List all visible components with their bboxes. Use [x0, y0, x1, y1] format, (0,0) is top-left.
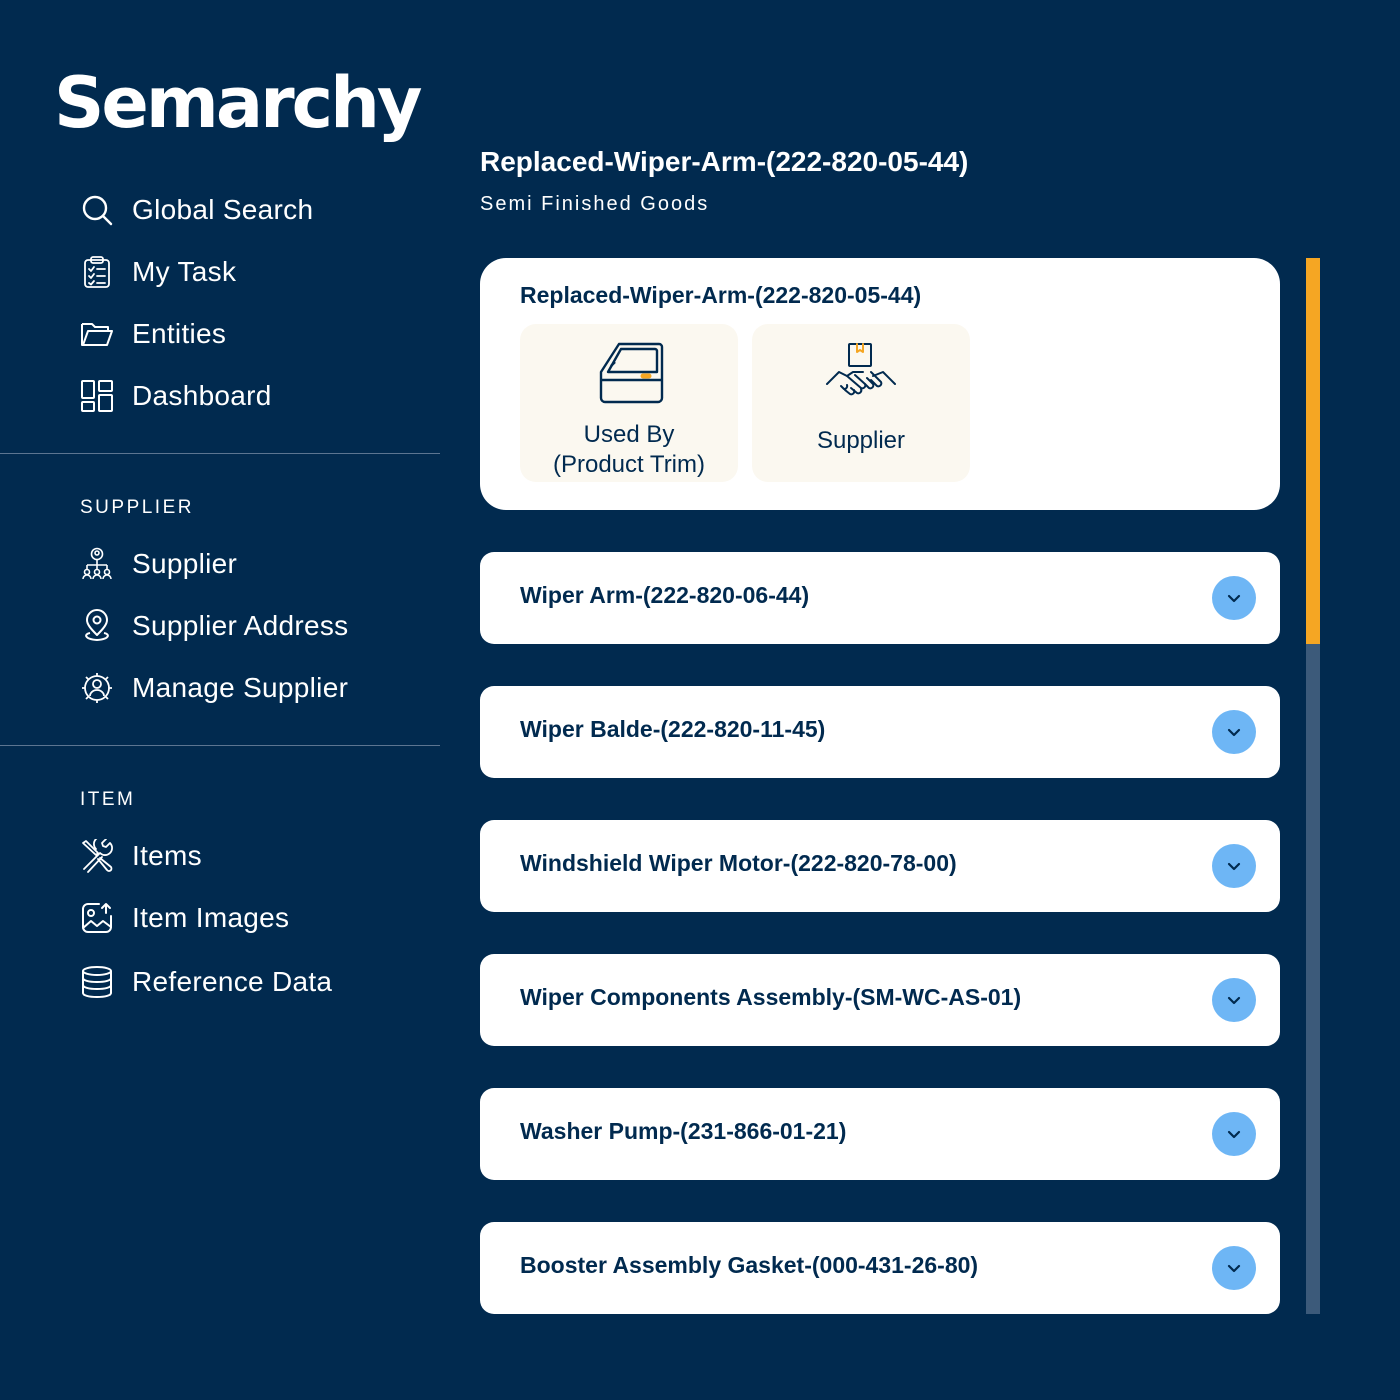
item-nav: [80, 825, 420, 1013]
handshake-box-icon: [821, 332, 901, 412]
nav-item-dashboard[interactable]: [80, 365, 420, 427]
used-by-product-trim-tile[interactable]: [520, 324, 738, 482]
supplier-nav: [80, 533, 420, 719]
section-title-item: ITEM: [80, 789, 136, 810]
nav-item-supplier[interactable]: [80, 533, 420, 595]
nav-label: Supplier Address: [132, 610, 349, 641]
nav-label: Dashboard: [132, 380, 272, 411]
semarchy-logo: Semarchy: [54, 62, 420, 144]
page-title: Replaced-Wiper-Arm-(222-820-05-44): [480, 146, 969, 177]
row-label: Booster Assembly Gasket-(000-431-26-80): [520, 1252, 979, 1278]
nav-label: My Task: [132, 256, 237, 287]
nav-item-global-search[interactable]: [80, 179, 420, 241]
search-icon: [80, 193, 114, 227]
nav-label: Global Search: [132, 194, 314, 225]
user-gear-icon: [80, 671, 114, 705]
section-title-supplier: SUPPLIER: [80, 497, 194, 518]
tile-label: Supplier: [816, 427, 906, 454]
location-pin-icon: [80, 609, 114, 643]
nav-label: Manage Supplier: [132, 672, 349, 703]
chevron-down-icon[interactable]: [1212, 710, 1256, 754]
nav-label: Reference Data: [132, 966, 333, 997]
nav-label: Items: [132, 840, 202, 871]
related-item-row[interactable]: [480, 552, 1280, 644]
org-chart-icon: [80, 547, 114, 581]
primary-nav: [80, 179, 420, 427]
related-item-row[interactable]: [480, 1088, 1280, 1180]
car-door-icon: [589, 332, 669, 412]
nav-label: Item Images: [132, 902, 290, 933]
nav-item-manage-supplier[interactable]: [80, 657, 420, 719]
nav-item-items[interactable]: [80, 825, 420, 887]
nav-item-reference-data[interactable]: [80, 951, 420, 1013]
tile-label-line1: Used By: [583, 421, 675, 448]
chevron-down-icon[interactable]: [1212, 576, 1256, 620]
nav-label: Supplier: [132, 548, 238, 579]
dashboard-icon: [80, 379, 114, 413]
chevron-down-icon[interactable]: [1212, 1112, 1256, 1156]
sidebar-divider: [0, 745, 440, 746]
related-item-row[interactable]: [480, 686, 1280, 778]
sidebar-divider: [0, 453, 440, 454]
clipboard-icon: [80, 255, 114, 289]
nav-item-my-task[interactable]: [80, 241, 420, 303]
related-item-row[interactable]: [480, 820, 1280, 912]
detail-card: [480, 258, 1280, 510]
chevron-down-icon[interactable]: [1212, 1246, 1256, 1290]
nav-item-entities[interactable]: [80, 303, 420, 365]
nav-label: Entities: [132, 318, 227, 349]
folder-icon: [80, 317, 114, 351]
scrollbar-thumb[interactable]: [1306, 258, 1320, 644]
tile-label-line2: (Product Trim): [552, 451, 705, 478]
nav-item-item-images[interactable]: [80, 887, 420, 949]
related-item-row[interactable]: [480, 1222, 1280, 1314]
related-item-row[interactable]: [480, 954, 1280, 1046]
database-icon: [80, 965, 114, 999]
detail-card-title: Replaced-Wiper-Arm-(222-820-05-44): [520, 282, 922, 308]
chevron-down-icon[interactable]: [1212, 844, 1256, 888]
tools-icon: [80, 839, 114, 873]
row-label: Wiper Balde-(222-820-11-45): [520, 716, 826, 742]
row-label: Washer Pump-(231-866-01-21): [520, 1118, 847, 1144]
supplier-tile[interactable]: [752, 324, 970, 482]
page-subtitle: Semi Finished Goods: [480, 193, 710, 215]
nav-item-supplier-address[interactable]: [80, 595, 420, 657]
row-label: Windshield Wiper Motor-(222-820-78-00): [520, 850, 957, 876]
scrollbar-track[interactable]: [1306, 258, 1320, 1314]
tile-label: [553, 420, 705, 480]
image-upload-icon: [80, 901, 114, 935]
row-label: Wiper Arm-(222-820-06-44): [520, 582, 810, 608]
chevron-down-icon[interactable]: [1212, 978, 1256, 1022]
row-label: Wiper Components Assembly-(SM-WC-AS-01): [520, 984, 1022, 1010]
